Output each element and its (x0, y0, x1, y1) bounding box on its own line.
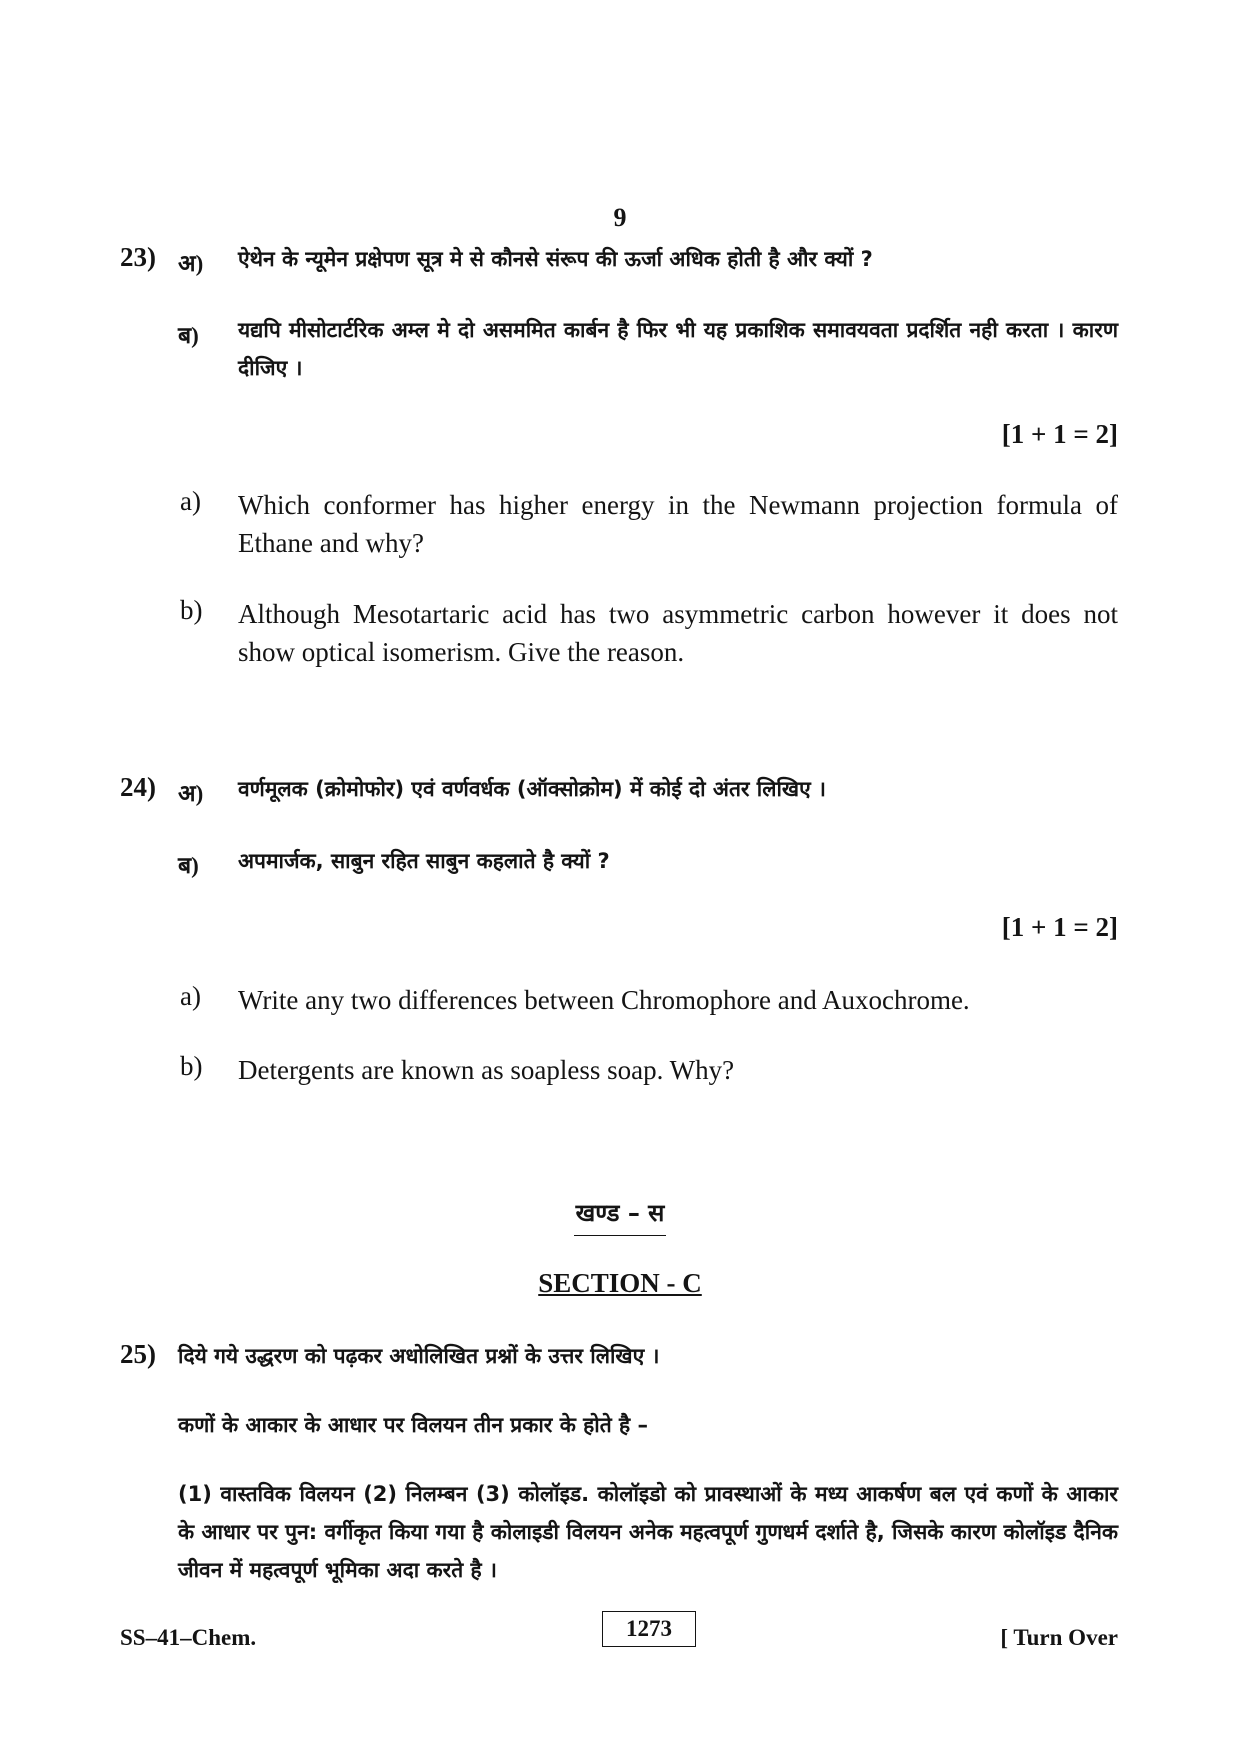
question-24-english-a: Write any two differences between Chromophore and Auxochrome. (238, 985, 970, 1015)
section-heading-hindi-text: खण्ड – स (574, 1196, 667, 1236)
question-25-line1: कणों के आकार के आधार पर विलयन तीन प्रकार के होते है – (178, 1413, 648, 1437)
question-25-paragraph: (1) वास्तविक विलयन (2) निलम्बन (3) कोलॉइड. कोलॉइडो को प्रावस्थाओं के मध्य आकर्षण बल एवं कणों के आकार के आधार पर पुन: वर्गीकृत किया गया है कोलाइडी विलयन अनेक महत्वपूर्ण गुणधर्म दर्शाते है, जिसके कारण कोलॉइड दैनिक जीवन में महत्वपूर्ण भूमिका अदा करते है । (178, 1482, 1118, 1582)
question-23-english-a: Which conformer has higher energy in the Newmann projection formula of Ethane and why? (238, 490, 1118, 558)
footer-turn-over: [ Turn Over (1000, 1625, 1118, 1650)
question-24-english-b: Detergents are known as soapless soap. Why? (238, 1055, 735, 1085)
question-23-hindi-b-marker: ब) (178, 323, 199, 348)
question-24-number: 24) (120, 772, 156, 802)
question-23-english-b-marker: b) (180, 595, 203, 625)
question-23-hindi-a-marker: अ) (178, 251, 204, 276)
question-24-hindi-a-marker: अ) (178, 781, 204, 806)
question-23-number: 23) (120, 242, 156, 272)
section-heading-english-text: SECTION - C (538, 1268, 702, 1298)
question-24-hindi-b-marker: ब) (178, 853, 199, 878)
question-24-english-b-marker: b) (180, 1051, 203, 1081)
section-heading-english (0, 1268, 1240, 1299)
question-23-hindi-a: ऐथेन के न्यूमेन प्रक्षेपण सूत्र मे से कौनसे संरूप की ऊर्जा अधिक होती है और क्यों ? (238, 247, 873, 271)
question-23-english-b: Although Mesotartaric acid has two asymmetric carbon however it does not show optical isomerism. Give the reason. (238, 599, 1118, 667)
question-24-hindi-b: अपमार्जक, साबुन रहित साबुन कहलाते है क्यों ? (238, 849, 610, 873)
question-24-english-a-marker: a) (180, 981, 201, 1011)
page-number: 9 (613, 203, 627, 232)
question-24-marks: [1 + 1 = 2] (1001, 912, 1118, 942)
question-24-hindi-a: वर्णमूलक (क्रोमोफोर) एवं वर्णवर्धक (ऑक्सोक्रोम) में कोई दो अंतर लिखिए । (238, 777, 826, 801)
question-25-instruction: दिये गये उद्धरण को पढ़कर अधोलिखित प्रश्नों के उत्तर लिखिए । (178, 1344, 660, 1368)
question-23-english-a-marker: a) (180, 486, 201, 516)
footer-paper-code: SS–41–Chem. (120, 1625, 257, 1650)
footer-serial-box: 1273 (602, 1611, 696, 1647)
section-heading-hindi (0, 1196, 1240, 1236)
question-25-number: 25) (120, 1339, 156, 1369)
question-23-marks: [1 + 1 = 2] (1001, 419, 1118, 449)
question-23-hindi-b: यद्यपि मीसोटार्टरिक अम्ल मे दो असममित कार्बन है फिर भी यह प्रकाशिक समावयवता प्रदर्शित नही करता । कारण दीजिए । (238, 318, 1118, 380)
